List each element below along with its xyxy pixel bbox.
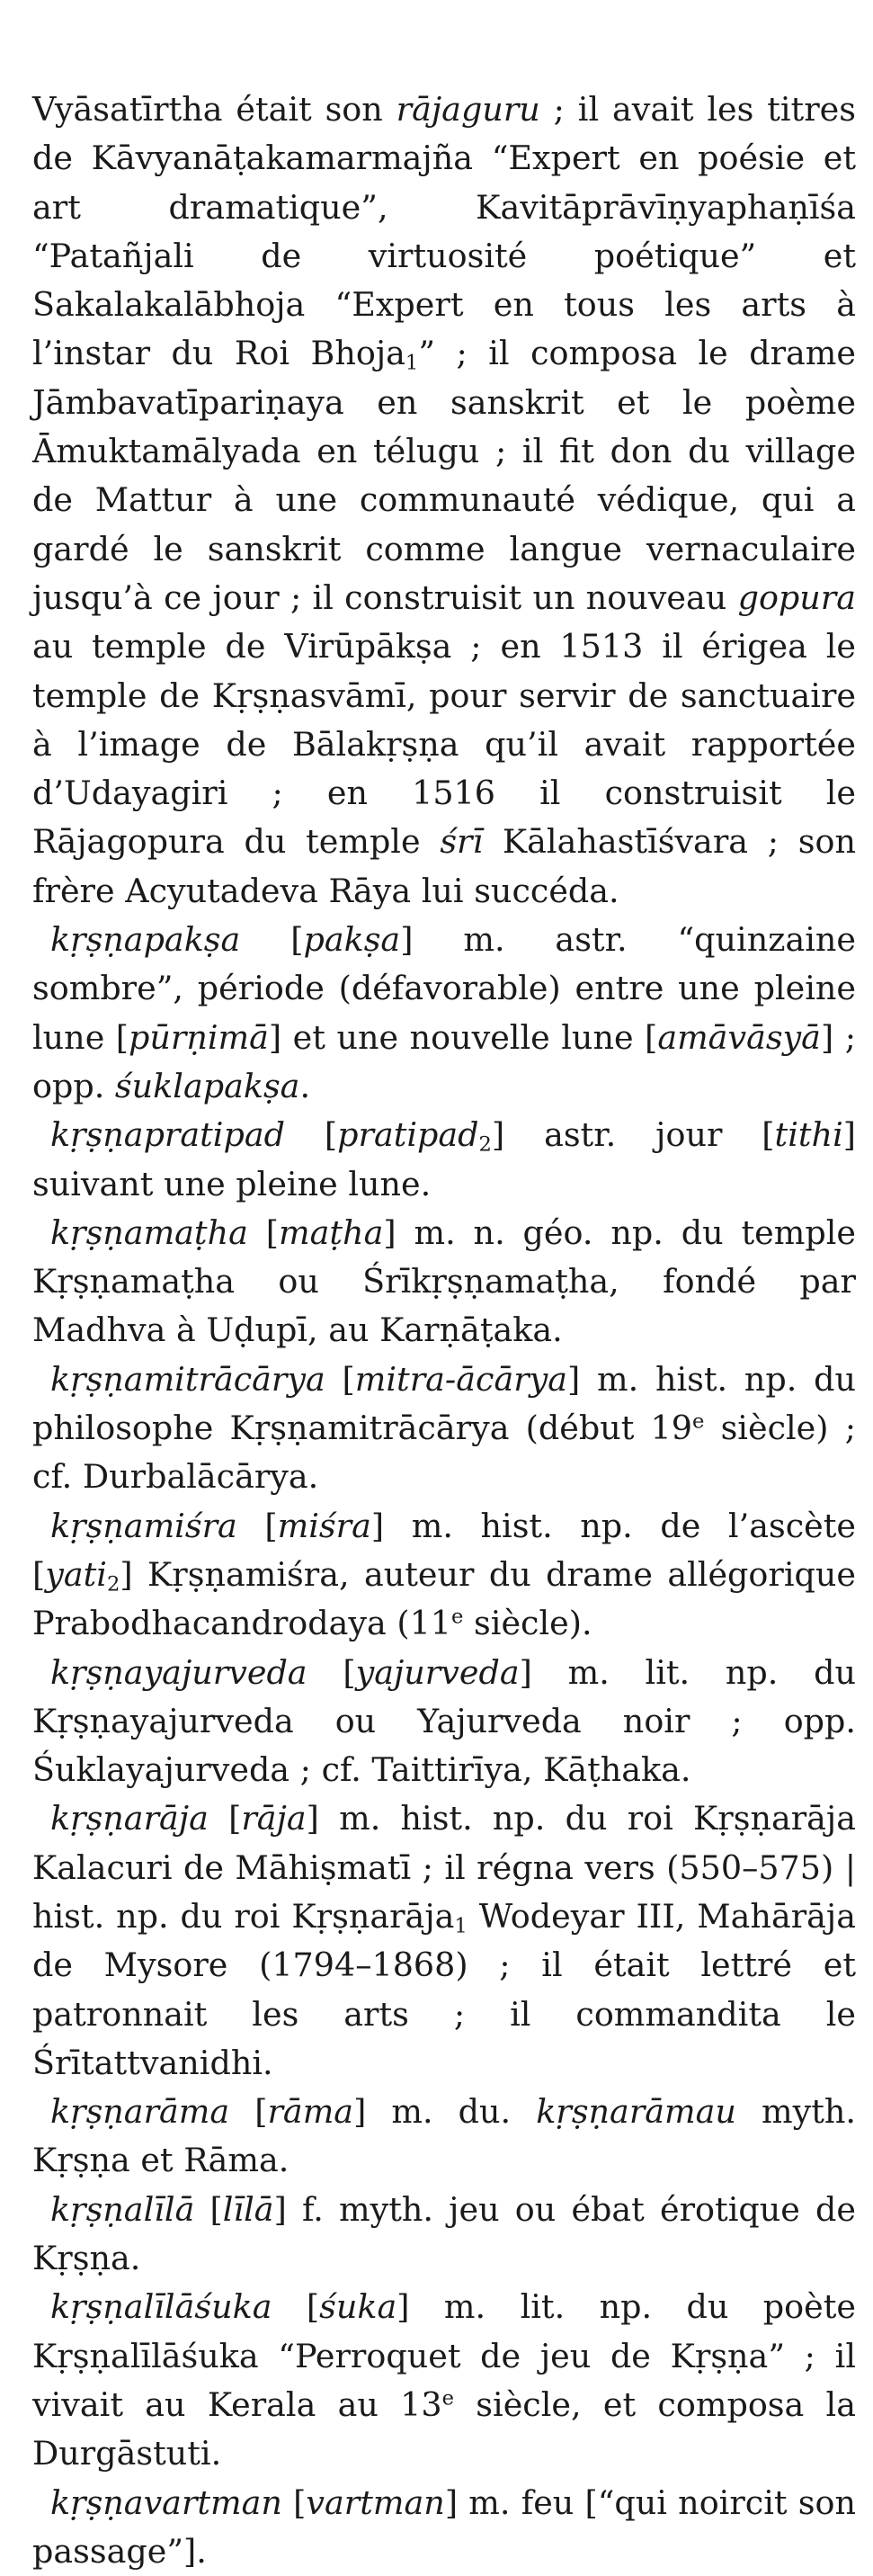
entry-krsnapaksa: kṛṣṇapakṣa [pakṣa] m. astr. “quinzaine sombre”, période (défavorable) entre une pleine lune [pūrṇimā] et une nouvelle lune [amāvāsyā] ; opp. śuklapakṣa. xyxy=(32,920,857,1105)
entry-krsnavartman: kṛṣṇavartman [vartman] m. feu [“qui noircit son passage”]. xyxy=(32,2482,857,2571)
headword: kṛṣṇamaṭha xyxy=(50,1212,248,1252)
entry-krsnamatha: kṛṣṇamaṭha [maṭha] m. n. géo. np. du temple Kṛṣṇamaṭha ou Śrīkṛṣṇamaṭha, fondé par Madhva à Uḍupī, au Karṇāṭaka. xyxy=(32,1212,856,1350)
dictionary-page xyxy=(32,85,856,2576)
headword: kṛṣṇalīlā xyxy=(50,2189,195,2229)
headword: kṛṣṇarāma xyxy=(50,2092,230,2132)
entry-krsnamisra: kṛṣṇamiśra [miśra] m. hist. np. de l’ascète [yati$_2$] Kṛṣṇamiśra, auteur du drame allégorique Prabodhacandrodaya (11e siècle). xyxy=(32,1506,857,1643)
headword: kṛṣṇayajurveda xyxy=(50,1652,307,1692)
headword: kṛṣṇamiśra xyxy=(50,1506,237,1545)
entry-krsnarama: kṛṣṇarāma [rāma] m. du. kṛṣṇarāmau myth. Kṛṣṇa et Rāma. xyxy=(32,2092,856,2180)
entry-krsnamitracarya: kṛṣṇamitrācārya [mitra-ācārya] m. hist. np. du philosophe Kṛṣṇamitrācārya (début 19e siècle) ; cf. Durbalācārya. xyxy=(32,1359,856,1497)
entry-krsnalila: kṛṣṇalīlā [līlā] f. myth. jeu ou ébat érotique de Kṛṣṇa. xyxy=(32,2189,856,2278)
entry-krsnapratipad: kṛṣṇapratipad [pratipad$_2$] astr. jour [tithi] suivant une pleine lune. xyxy=(32,1115,856,1203)
entry-krsnaraja: kṛṣṇarāja [rāja] m. hist. np. du roi Kṛṣṇarāja Kalacuri de Māhiṣmatī ; il régna vers (550–575) | hist. np. du roi Kṛṣṇarāja$_1$ Wodeyar III, Mahārāja de Mysore (1794–1868) ; il était lettré et patronnait les arts ; il commandita le Śrītattvanidhi. xyxy=(32,1799,857,2082)
entry-krsnalilasuka: kṛṣṇalīlāśuka [śuka] m. lit. np. du poète Kṛṣṇalīlāśuka “Perroquet de jeu de Kṛṣṇa” ; il vivait au Kerala au 13e siècle, et composa la Durgāstuti. xyxy=(32,2287,857,2473)
headword: kṛṣṇavartman xyxy=(50,2482,282,2522)
headword: kṛṣṇarāja xyxy=(50,1799,209,1838)
headword: kṛṣṇapakṣa xyxy=(50,920,241,960)
headword: kṛṣṇamitrācārya xyxy=(50,1359,325,1399)
intro-paragraph: Vyāsatīrtha était son rājaguru ; il avait les titres de Kāvyanāṭakamarmajña “Expert en poésie et art dramatique”, Kavitāprāvīṇyaphaṇīśa “Patañjali de virtuosité poétique” et Sakalakalābhoja “Expert en tous les arts à l’instar du Roi Bhoja$_1$” ; il composa le drame Jāmbavatīpariṇaya en sanskrit et le poème Āmuktamālyada en télugu ; il fit don du village de Mattur à une communauté védique, qui a gardé le sanskrit comme langue vernaculaire jusqu’à ce jour ; il construisit un nouveau gopura au temple de Virūpākṣa ; en 1513 il érigea le temple de Kṛṣṇasvāmī, pour servir de sanctuaire à l’image de Bālakṛṣṇa qu’il avait rapportée d’Udayagiri ; en 1516 il construisit le Rājagopura du temple śrī Kālahastīśvara ; son frère Acyutadeva Rāya lui succéda. xyxy=(32,90,857,910)
entry-krsnayajurveda: kṛṣṇayajurveda [yajurveda] m. lit. np. du Kṛṣṇayajurveda ou Yajurveda noir ; opp. Śuklayajurveda ; cf. Taittirīya, Kāṭhaka. xyxy=(32,1652,857,1790)
headword: kṛṣṇalīlāśuka xyxy=(50,2287,272,2327)
headword: kṛṣṇapratipad xyxy=(50,1115,285,1155)
